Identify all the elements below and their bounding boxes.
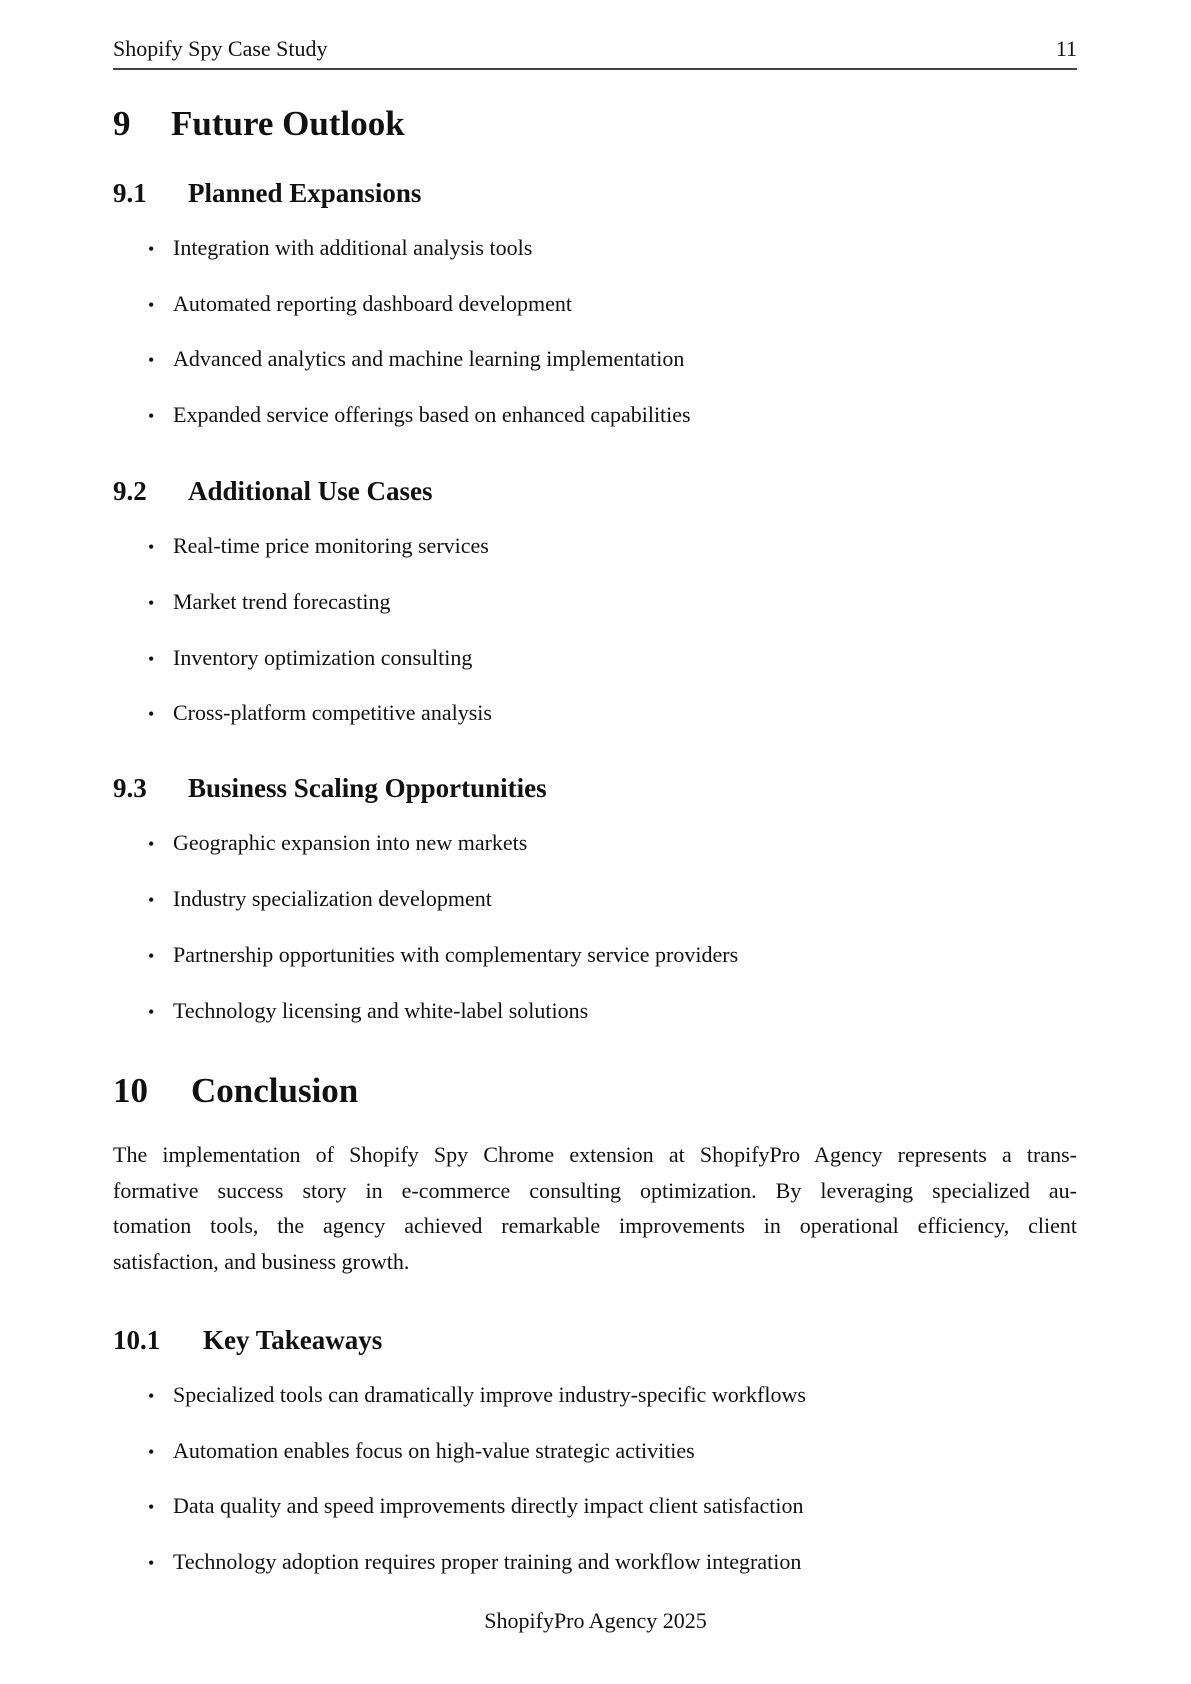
bullet-icon: •: [148, 593, 155, 613]
list-item: [148, 533, 489, 559]
list-item-text: Geographic expansion into new markets: [173, 830, 528, 855]
list-item-text: Market trend forecasting: [173, 589, 391, 614]
paragraph-line: satisfaction, and business growth.: [113, 1249, 410, 1275]
list-item-text: Automated reporting dashboard development: [173, 291, 572, 316]
list-item-text: Technology licensing and white-label solutions: [173, 998, 589, 1023]
list-item-text: Advanced analytics and machine learning implementation: [173, 346, 685, 371]
paragraph-line: tomation tools, the agency achieved remarkable improvements in operational efficiency, client: [113, 1213, 1077, 1239]
list-item-text: Cross-platform competitive analysis: [173, 700, 492, 725]
list-item-text: Partnership opportunities with complementary service providers: [173, 942, 739, 967]
list-item-text: Industry specialization development: [173, 886, 492, 911]
paragraph-line: The implementation of Shopify Spy Chrome extension at ShopifyPro Agency represents a trans-: [113, 1142, 1077, 1167]
list-item: [148, 1493, 803, 1519]
section-title: Future Outlook: [171, 104, 405, 143]
list-item: [148, 1549, 801, 1575]
list-item: [148, 942, 738, 968]
bullet-icon: •: [148, 1497, 155, 1517]
subsection-number: 9.1: [113, 178, 147, 208]
bullet-icon: •: [148, 1553, 155, 1573]
subsection-number: 9.3: [113, 773, 147, 803]
bullet-icon: •: [148, 649, 155, 669]
list-item: [148, 346, 684, 372]
list-item-text: Real-time price monitoring services: [173, 533, 489, 558]
bullet-icon: •: [148, 1002, 155, 1022]
list-item: [148, 402, 691, 428]
running-head-title: Shopify Spy Case Study: [113, 36, 328, 61]
bullet-icon: •: [148, 890, 155, 910]
bullet-icon: •: [148, 239, 155, 259]
subsection-heading-business-scaling: [113, 773, 547, 804]
subsection-number: 10.1: [113, 1325, 161, 1355]
list-item-text: Specialized tools can dramatically improve industry-specific workflows: [173, 1382, 806, 1407]
subsection-title: Business Scaling Opportunities: [188, 773, 547, 803]
subsection-number: 9.2: [113, 476, 147, 506]
bullet-icon: •: [148, 295, 155, 315]
bullet-icon: •: [148, 704, 155, 724]
list-item-text: Inventory optimization consulting: [173, 645, 473, 670]
list-item: [148, 1382, 806, 1408]
subsection-heading-additional-use-cases: [113, 476, 433, 507]
section-number: 10: [113, 1071, 148, 1110]
list-item: [148, 589, 390, 615]
list-item: [148, 886, 492, 912]
section-heading-conclusion: [113, 1071, 358, 1111]
conclusion-paragraph: [113, 1137, 1077, 1280]
subsection-heading-key-takeaways: [113, 1325, 382, 1356]
list-item-text: Integration with additional analysis tools: [173, 235, 533, 260]
section-title: Conclusion: [191, 1071, 359, 1110]
subsection-title: Planned Expansions: [188, 178, 422, 208]
list-item: [148, 830, 527, 856]
list-item: [148, 998, 588, 1024]
list-item: [148, 700, 492, 726]
list-item-text: Data quality and speed improvements directly impact client satisfaction: [173, 1493, 804, 1518]
section-number: 9: [113, 104, 131, 143]
page-number: 11: [1055, 36, 1077, 61]
header-rule: [113, 68, 1077, 70]
bullet-icon: •: [148, 406, 155, 426]
list-item-text: Technology adoption requires proper training and workflow integration: [173, 1549, 802, 1574]
section-heading-future-outlook: [113, 104, 405, 144]
list-item: [148, 645, 472, 671]
paragraph-line: formative success story in e-commerce consulting optimization. By leveraging specialized au-: [113, 1177, 1077, 1203]
subsection-title: Additional Use Cases: [188, 476, 433, 506]
subsection-heading-planned-expansions: [113, 178, 421, 209]
page-footer: ShopifyPro Agency 2025: [484, 1608, 707, 1633]
bullet-icon: •: [148, 946, 155, 966]
list-item: [148, 235, 532, 261]
bullet-icon: •: [148, 834, 155, 854]
list-item: [148, 1438, 695, 1464]
list-item-text: Automation enables focus on high-value strategic activities: [173, 1438, 695, 1463]
bullet-icon: •: [148, 350, 155, 370]
bullet-icon: •: [148, 537, 155, 557]
list-item: [148, 291, 572, 317]
subsection-title: Key Takeaways: [203, 1325, 383, 1355]
bullet-icon: •: [148, 1386, 155, 1406]
bullet-icon: •: [148, 1442, 155, 1462]
list-item-text: Expanded service offerings based on enhanced capabilities: [173, 402, 691, 427]
